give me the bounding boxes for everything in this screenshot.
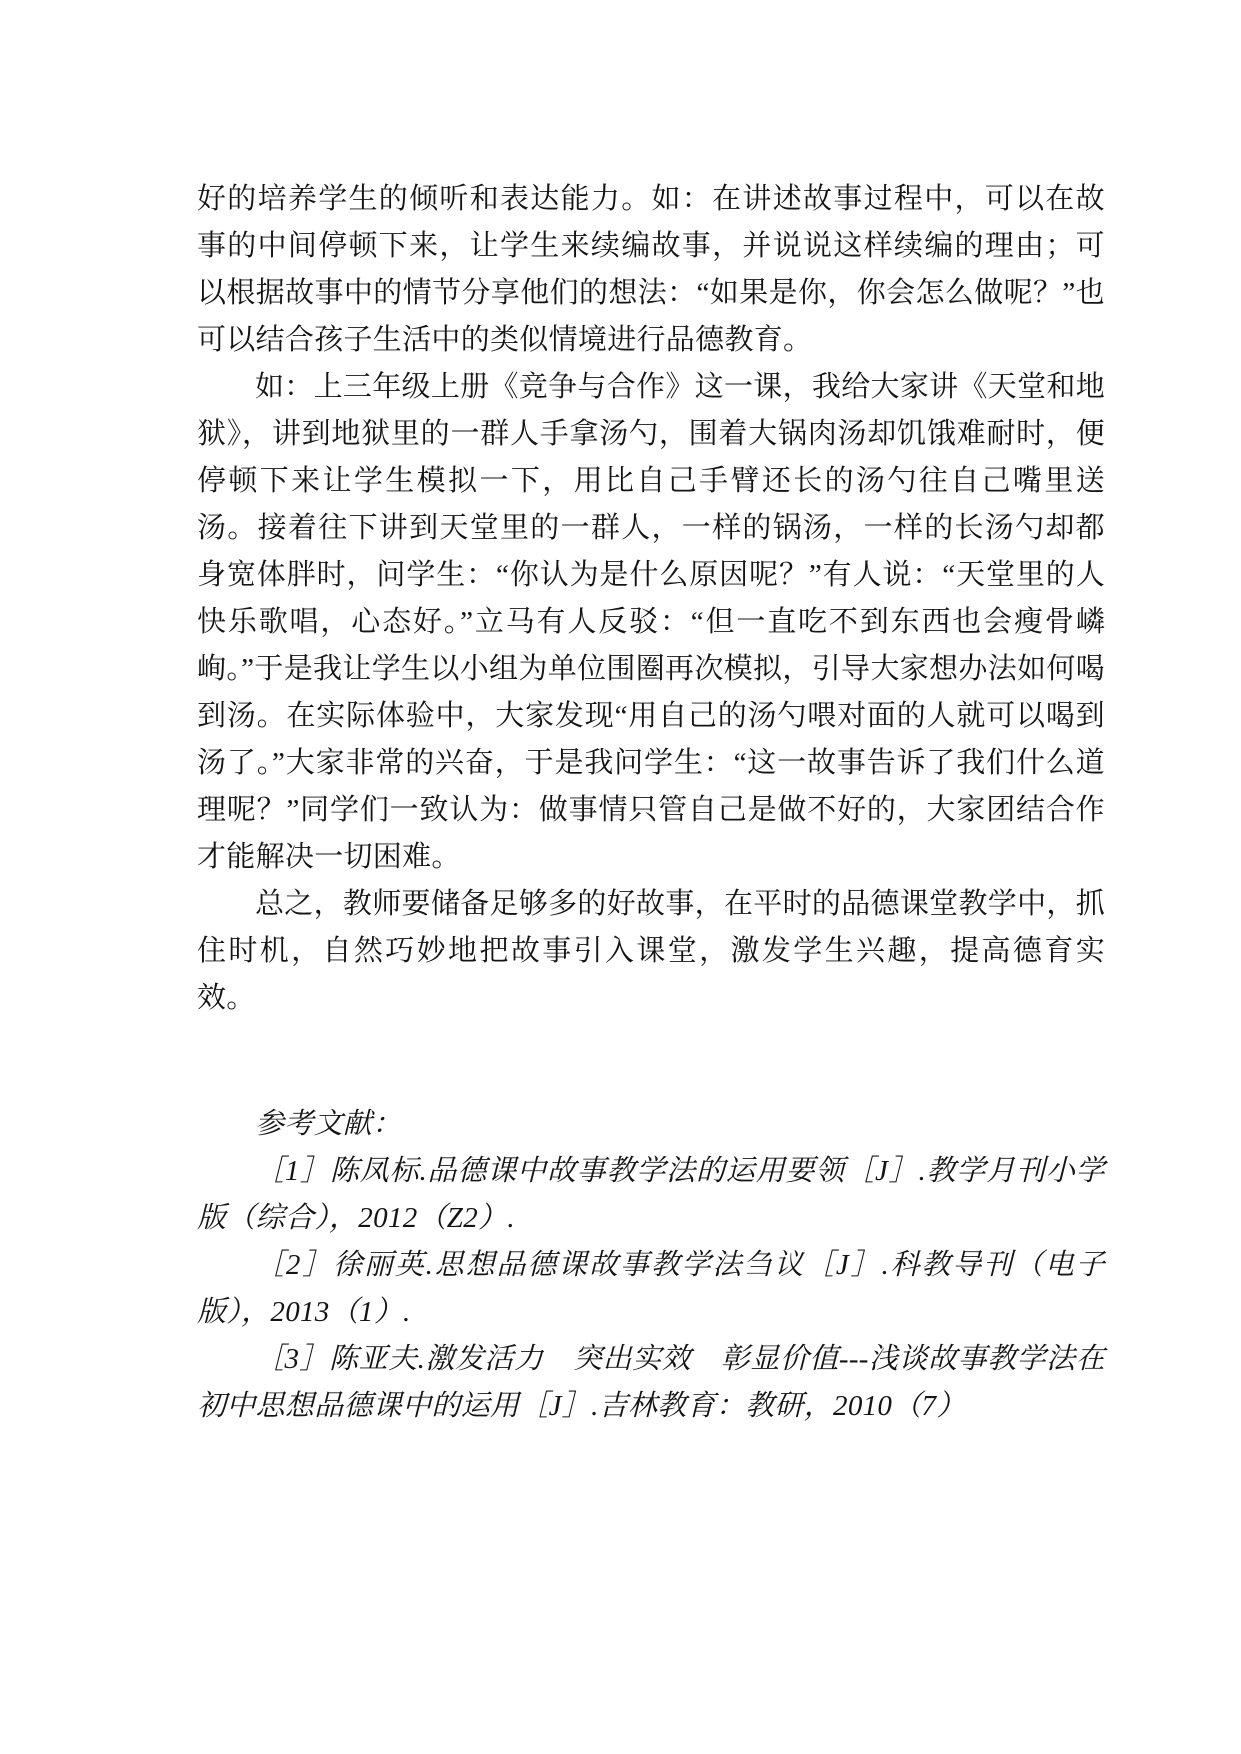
references-section [197,1101,1105,1430]
body-paragraph-1: 好的培养学生的倾听和表达能力。如：在讲述故事过程中，可以在故事的中间停顿下来，让学生来续编故事，并说说这样续编的理由；可以根据故事中的情节分享他们的想法：“如果是你，你会怎么做呢？”也可以结合孩子生活中的类似情境进行品德教育。 [197,183,1105,356]
document-body [197,176,1105,1430]
reference-item-1: ［1］陈凤标.品德课中故事教学法的运用要领［J］.教学月刊小学版（综合），2012（Z2）. [197,1155,1105,1234]
reference-item-3: ［3］陈亚夫.激发活力 突出实效 彰显价值---浅谈故事教学法在初中思想品德课中的运用［J］.吉林教育：教研，2010（7） [197,1343,1105,1422]
references-heading: 参考文献： [255,1108,402,1140]
reference-item-2: ［2］徐丽英.思想品德课故事教学法刍议［J］.科教导刊（电子版），2013（1）. [197,1249,1105,1328]
body-paragraph-3: 总之，教师要储备足够多的好故事，在平时的品德课堂教学中，抓住时机，自然巧妙地把故事引入课堂，激发学生兴趣，提高德育实效。 [197,888,1105,1014]
body-paragraph-2: 如：上三年级上册《竞争与合作》这一课，我给大家讲《天堂和地狱》，讲到地狱里的一群人手拿汤勺，围着大锅肉汤却饥饿难耐时，便停顿下来让学生模拟一下，用比自己手臂还长的汤勺往自己嘴里送汤。接着往下讲到天堂里的一群人，一样的锅汤，一样的长汤勺却都身宽体胖时，问学生：“你认为是什么原因呢？”有人说：“天堂里的人快乐歌唱，心态好。”立马有人反驳：“但一直吃不到东西也会瘦骨嶙峋。”于是我让学生以小组为单位围圈再次模拟，引导大家想办法如何喝到汤。在实际体验中，大家发现“用自己的汤勺喂对面的人就可以喝到汤了。”大家非常的兴奋，于是我问学生：“这一故事告诉了我们什么道理呢？”同学们一致认为：做事情只管自己是做不好的，大家团结合作才能解决一切困难。 [197,371,1105,873]
